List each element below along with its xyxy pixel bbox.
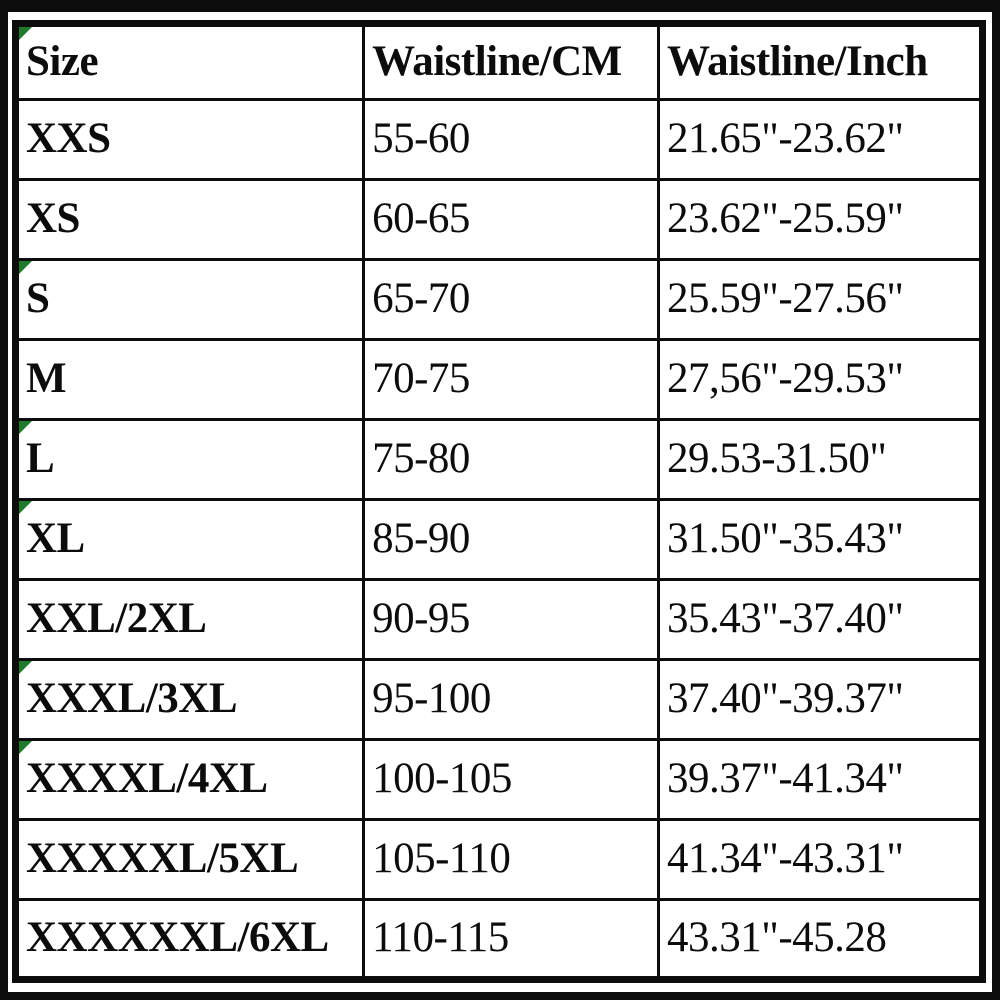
- size-cell: XL: [16, 500, 364, 580]
- table-row: [16, 500, 983, 580]
- table-row: [16, 180, 983, 260]
- table-row: [16, 820, 983, 900]
- table-row: [16, 740, 983, 820]
- inch-cell: 31.50"-35.43": [659, 500, 983, 580]
- size-cell: XXXXXL/5XL: [16, 820, 364, 900]
- cell-corner-flag-icon: [19, 261, 32, 274]
- cm-cell: 75-80: [364, 420, 659, 500]
- table-row: [16, 260, 983, 340]
- cell-corner-flag-icon: [19, 421, 32, 434]
- cm-cell: 95-100: [364, 660, 659, 740]
- size-chart-table: [12, 20, 986, 983]
- header-row: [16, 24, 983, 100]
- size-chart-header: [16, 24, 983, 100]
- cell-corner-flag-icon: [19, 27, 32, 40]
- size-cell: L: [16, 420, 364, 500]
- inch-cell: 43.31"-45.28: [659, 900, 983, 980]
- size-cell: M: [16, 340, 364, 420]
- cm-cell: 70-75: [364, 340, 659, 420]
- size-chart-body: [16, 100, 983, 980]
- cm-cell: 55-60: [364, 100, 659, 180]
- cm-cell: 90-95: [364, 580, 659, 660]
- table-row: [16, 340, 983, 420]
- size-cell: XXS: [16, 100, 364, 180]
- size-cell: XXXXXXL/6XL: [16, 900, 364, 980]
- cm-cell: 65-70: [364, 260, 659, 340]
- inch-cell: 29.53-31.50": [659, 420, 983, 500]
- inch-cell: 35.43"-37.40": [659, 580, 983, 660]
- table-row: [16, 660, 983, 740]
- size-cell: XXXL/3XL: [16, 660, 364, 740]
- column-header-size: Size: [16, 24, 364, 100]
- table-row: [16, 900, 983, 980]
- cm-cell: 60-65: [364, 180, 659, 260]
- cm-cell: 105-110: [364, 820, 659, 900]
- table-row: [16, 580, 983, 660]
- inch-cell: 23.62"-25.59": [659, 180, 983, 260]
- inch-cell: 39.37"-41.34": [659, 740, 983, 820]
- column-header-inch: Waistline/Inch: [659, 24, 983, 100]
- table-row: [16, 420, 983, 500]
- size-cell: XXL/2XL: [16, 580, 364, 660]
- inch-cell: 21.65"-23.62": [659, 100, 983, 180]
- column-header-cm: Waistline/CM: [364, 24, 659, 100]
- cell-corner-flag-icon: [19, 661, 32, 674]
- inch-cell: 37.40"-39.37": [659, 660, 983, 740]
- table-row: [16, 100, 983, 180]
- inch-cell: 41.34"-43.31": [659, 820, 983, 900]
- cm-cell: 85-90: [364, 500, 659, 580]
- size-cell: XS: [16, 180, 364, 260]
- cell-corner-flag-icon: [19, 501, 32, 514]
- size-cell: XXXXL/4XL: [16, 740, 364, 820]
- inch-cell: 27,56"-29.53": [659, 340, 983, 420]
- document-page: [8, 12, 992, 992]
- inch-cell: 25.59"-27.56": [659, 260, 983, 340]
- cm-cell: 110-115: [364, 900, 659, 980]
- cell-corner-flag-icon: [19, 741, 32, 754]
- size-cell: S: [16, 260, 364, 340]
- cm-cell: 100-105: [364, 740, 659, 820]
